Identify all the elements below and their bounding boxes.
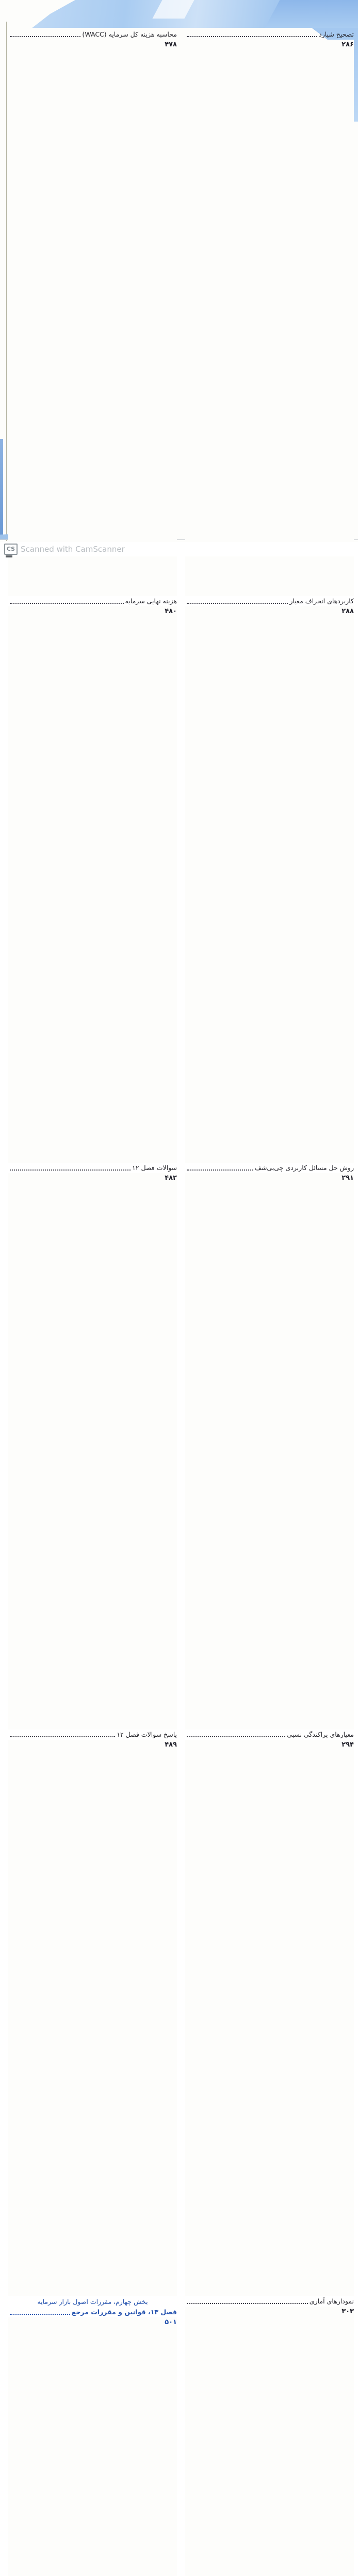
toc-entry — [8, 29, 177, 596]
toc-entry-page: ۴۸۹ — [8, 1740, 177, 2296]
dot-leader — [187, 36, 317, 37]
toc-entry-label: کاربردهای انحراف معیار — [289, 597, 354, 605]
camscanner-caption: Scanned with CamScanner — [21, 545, 125, 554]
toc-entry — [185, 596, 354, 1163]
toc-entry — [185, 2296, 354, 2576]
toc-entry-page: ۴۷۸ — [8, 40, 177, 596]
toc-entry-page: ۲۸۶ — [185, 40, 354, 596]
toc-entry-page: ۲۹۴ — [185, 1740, 354, 2296]
dot-leader — [10, 603, 124, 604]
dot-leader — [187, 1736, 285, 1737]
dot-leader — [187, 2303, 308, 2304]
dot-leader — [10, 36, 80, 37]
camscanner-logo: CS — [4, 544, 18, 555]
dot-leader — [10, 1170, 131, 1171]
page-edge-line — [6, 22, 7, 541]
toc-entry — [8, 596, 177, 1163]
dot-leader — [10, 2314, 70, 2315]
toc-entry — [185, 1730, 354, 2296]
top-banner-right-decoration — [265, 0, 358, 28]
toc-entry-label: بخش چهارم، مقررات اصول بازار سرمایه — [37, 2298, 148, 2306]
toc-entry-label: هزینه نهایی سرمایه — [125, 597, 177, 605]
left-scan-artifact — [0, 439, 3, 540]
camscanner-footer — [0, 542, 358, 556]
dot-leader — [187, 603, 288, 604]
toc-entry-page: ۵۰۱ — [8, 2317, 177, 2576]
dot-leader — [187, 1170, 253, 1171]
toc-entry-page: ۳۰۳ — [185, 2307, 354, 2576]
toc-column-left — [8, 29, 177, 2576]
toc-section-header — [8, 2296, 177, 2307]
toc-entry-page: ۴۸۰ — [8, 606, 177, 1163]
toc-entry-page: ۲۹۱ — [185, 1173, 354, 1730]
dot-leader — [10, 1736, 115, 1737]
toc-entry-label: سوالات فصل ۱۲ — [132, 1164, 177, 1172]
table-of-contents — [8, 29, 354, 2576]
toc-entry-page: ۴۸۲ — [8, 1173, 177, 1730]
toc-column-right — [185, 29, 354, 2576]
toc-entry — [185, 1163, 354, 1730]
toc-entry-label: تصحیح شپارد — [319, 30, 354, 38]
toc-entry-label: معیارهای پراکندگی نسبی — [287, 1731, 354, 1738]
toc-entry — [8, 1730, 177, 2296]
toc-entry — [8, 1163, 177, 1730]
toc-entry — [185, 29, 354, 596]
toc-entry-label: فصل ۱۳، قوانین و مقررات مرجع — [71, 2308, 177, 2316]
toc-entry-label: روش حل مسائل کاربردی چی‌بی‌شف — [255, 1164, 354, 1172]
toc-entry-label: پاسخ سوالات فصل ۱۲ — [117, 1731, 177, 1738]
toc-chapter-entry — [8, 2307, 177, 2576]
toc-entry-page: ۲۸۸ — [185, 606, 354, 1163]
toc-entry-label: نمودارهای آماری — [309, 2297, 354, 2305]
toc-entry-label: محاسبه هزینه کل سرمایه (WACC) — [82, 30, 177, 38]
